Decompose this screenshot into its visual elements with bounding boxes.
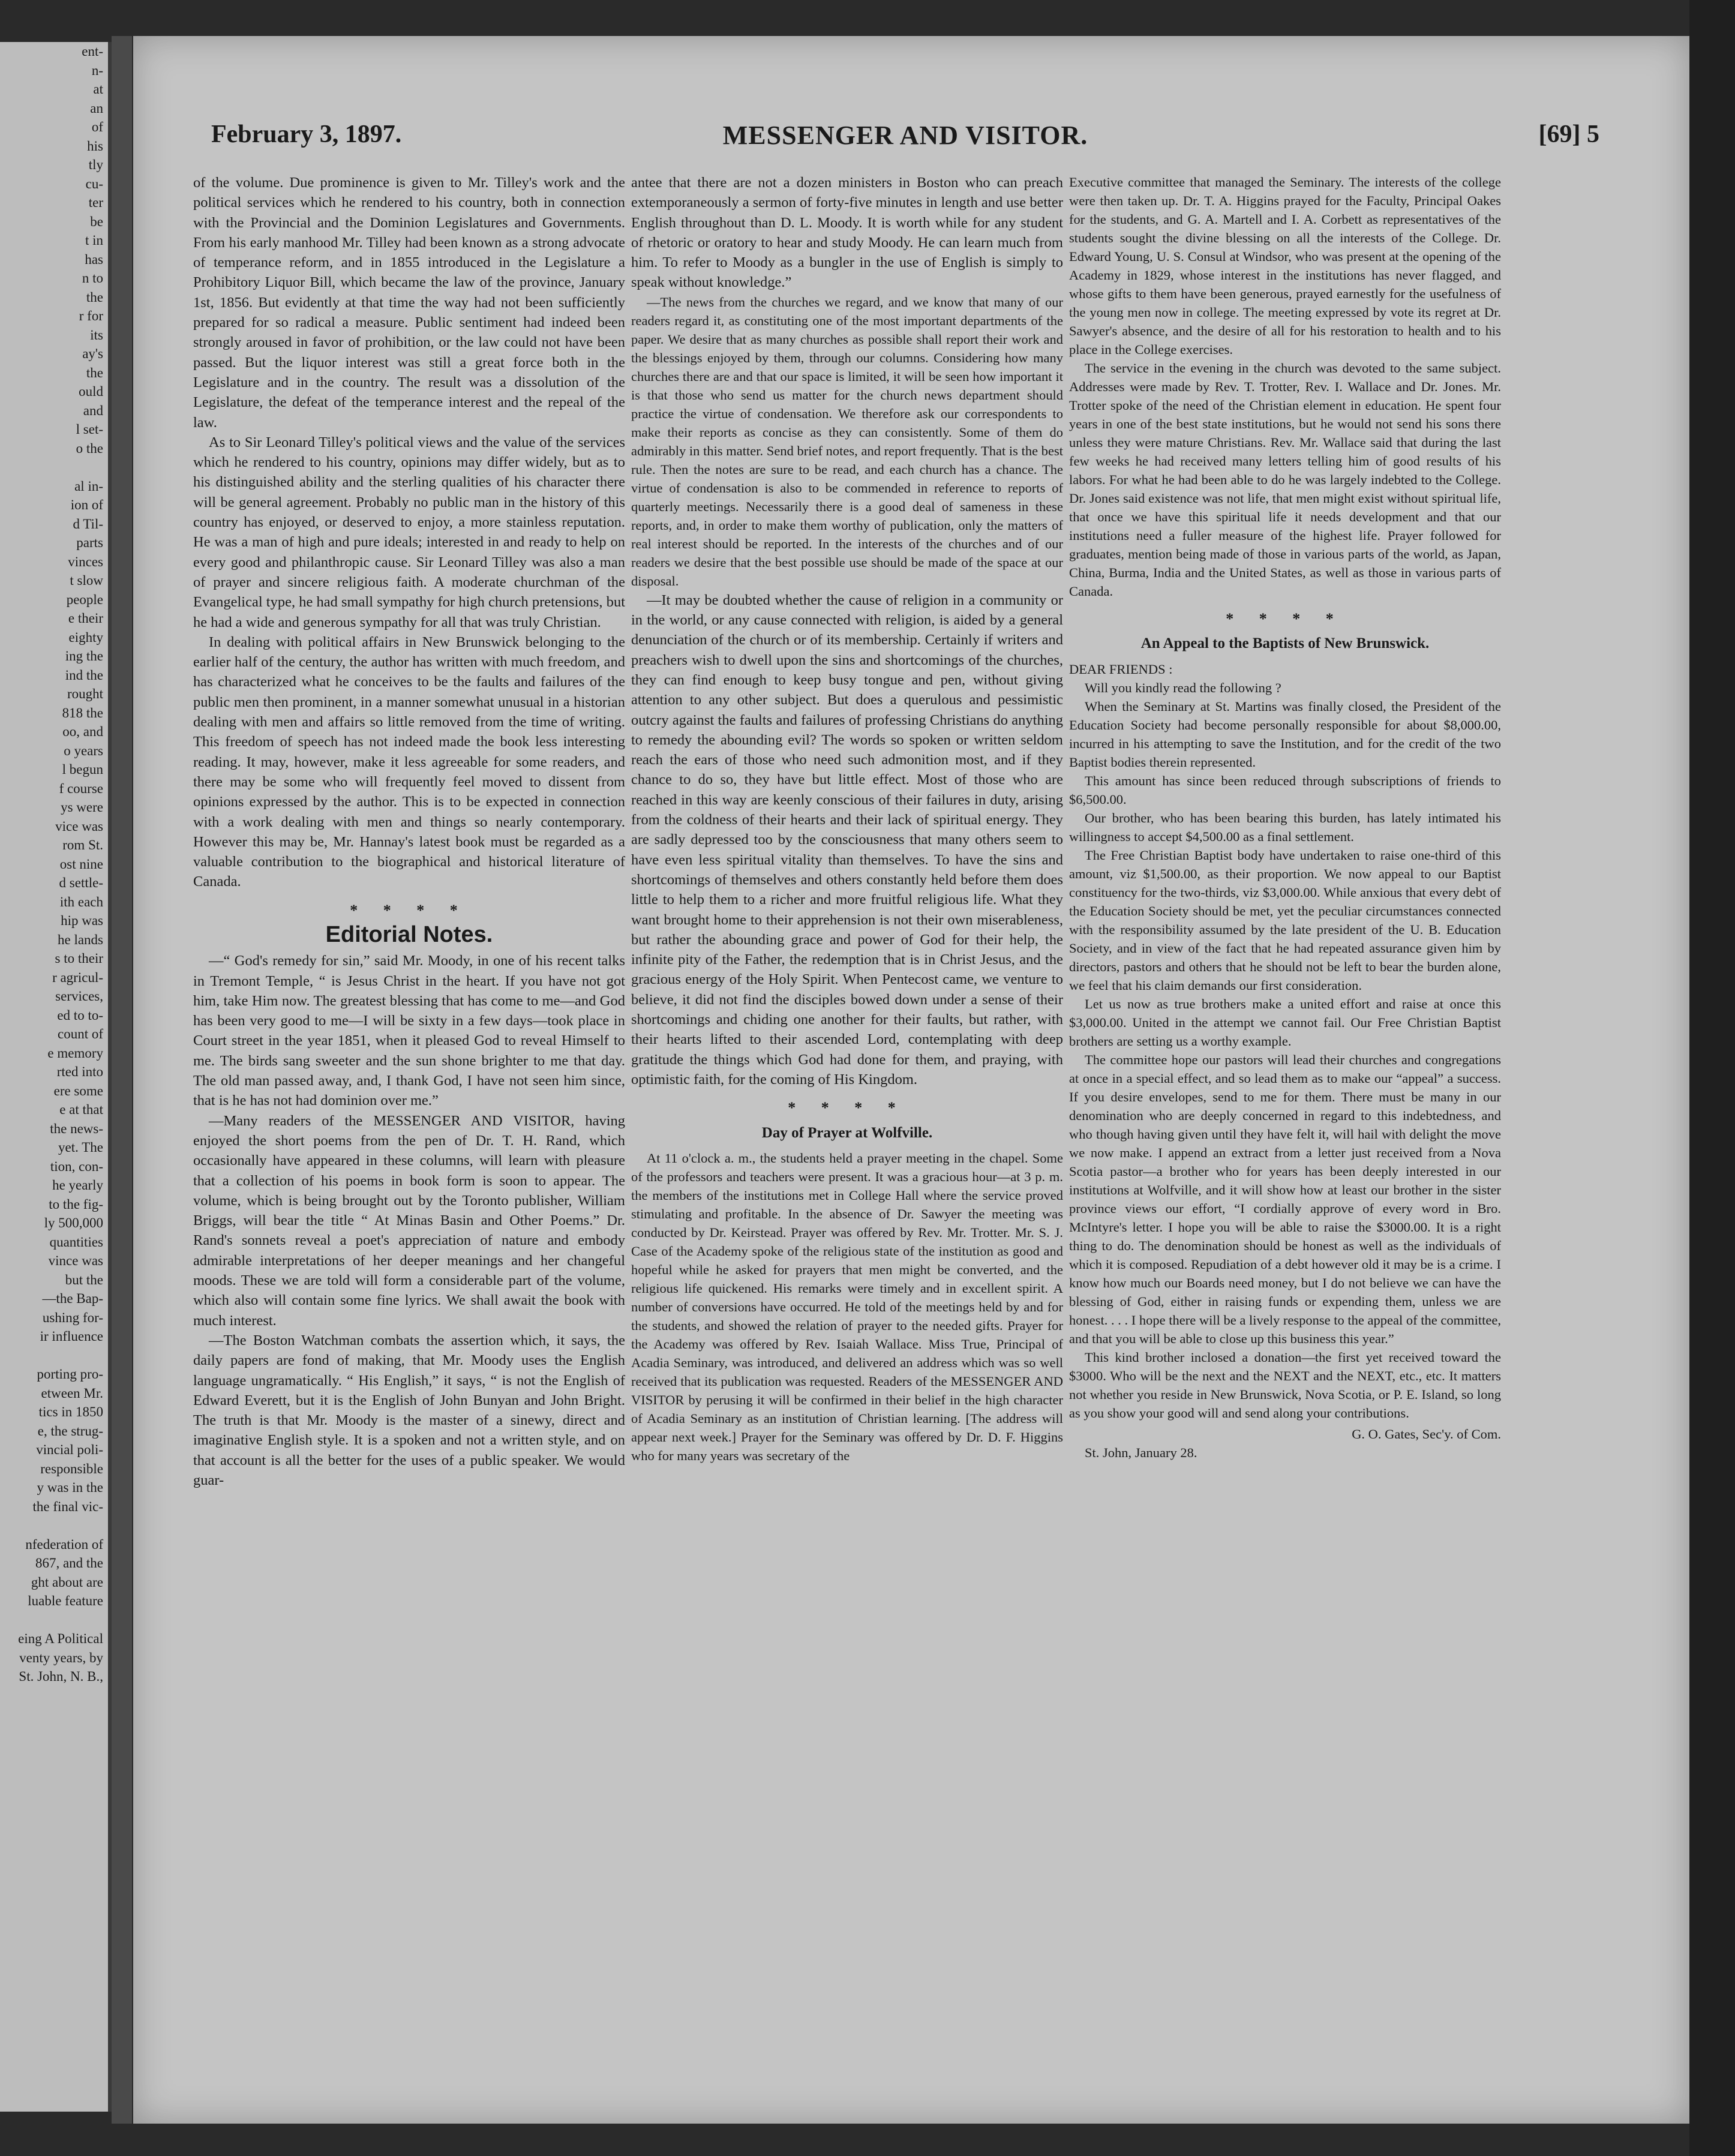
fragment-line <box>0 1516 108 1535</box>
article-paragraph: —Many readers of the MESSENGER AND VISITOR, having enjoyed the short poems from the pen of Dr. T. H. Rand, which occasionally have appeared in these columns, will learn with pleasure that a collection of his poems in book form is soon to appear. The volume, which is being brought out by the Toronto publisher, William Briggs, will bear the title “ At Minas Basin and Other Poems.” Dr. Rand's sonnets reveal a poet's appreciation of nature and embody admirable interpretations of her deeper meanings and her changeful moods. These we are told will form a considerable part of the volume, which also will contain some fine lyrics. We shall await the book with much interest. <box>193 1112 625 1329</box>
fragment-line: l begun <box>62 762 103 777</box>
section-divider-stars: * * * * <box>1226 610 1344 627</box>
fragment-line: people <box>66 591 103 607</box>
article-paragraph: The committee hope our pastors will lead their churches and congregations at once in a special effect, and so lead them as to make our “appeal” a success. If you desire envelopes, send to me for them. There must be many in our denomination who are deeply concerned in regard to this indebtedness, and who though having given until they have felt it, will hail with delight the move we now make. I append an extract from a letter just received from a Nova Scotia pastor—a brother who for years has been deeply interested in our institutions at Wolfville, and it will show how at least our brother in the sister province views our effort, “I cordially approve of every word in Bro. McIntyre's letter. I hope you will be able to raise the $3000.00. It is a right thing to do. The denomination should be honest as well as the individuals of which it is composed. Repudiation of a debt however old it may be is a crime. I know how much our Boards need money, but I do not believe we can have the blessing of God, either in raising funds or expending them, unless we are honest. . . . I hope there will be a lively response to the appeal of the committee, and that you will be able to close up this business this year.” <box>1069 1052 1501 1346</box>
page-gutter <box>112 36 132 2124</box>
adjacent-page-fragment <box>0 42 112 2112</box>
fragment-line: ly 500,000 <box>44 1215 103 1230</box>
fragment-line: etween Mr. <box>41 1385 103 1401</box>
fragment-line: e memory <box>47 1045 103 1061</box>
fragment-line: has <box>85 251 103 267</box>
section-divider-stars: * * * * <box>788 1099 906 1117</box>
fragment-line: e their <box>68 611 103 626</box>
fragment-line: o years <box>64 743 103 758</box>
fragment-line: of <box>91 119 103 134</box>
fragment-line: services, <box>55 989 103 1004</box>
scan-border <box>1689 0 1735 2156</box>
newspaper-page <box>133 36 1689 2124</box>
fragment-line: his <box>87 138 103 154</box>
fragment-line <box>0 1346 108 1365</box>
article-paragraph: When the Seminary at St. Martins was finally closed, the President of the Education Society had become personally responsible for about $8,000.00, incurred in his attempting to save the Institution, and for the credit of the two Baptist bodies therein represented. <box>1069 698 1501 770</box>
fragment-line: and <box>83 403 103 418</box>
fragment-line: vice was <box>55 818 103 834</box>
fragment-line: e at that <box>59 1102 103 1117</box>
fragment-line: hip was <box>61 913 103 928</box>
fragment-line: rom St. <box>62 837 103 852</box>
fragment-line: ion of <box>70 497 103 512</box>
fragment-line: count of <box>57 1026 103 1041</box>
fragment-line: s to their <box>55 951 103 966</box>
fragment-line: rought <box>67 686 103 701</box>
fragment-line <box>0 458 108 477</box>
fragment-line: ushing for- <box>42 1310 103 1325</box>
fragment-line: St. John, N. B., <box>19 1669 103 1684</box>
fragment-line: e, the strug- <box>37 1423 103 1439</box>
fragment-line: ys were <box>61 800 103 815</box>
fragment-line: ay's <box>82 346 103 361</box>
article-paragraph: This amount has since been reduced through subscriptions of friends to $6,500.00. <box>1069 773 1501 807</box>
place-date: St. John, January 28. <box>1085 1445 1197 1460</box>
article-paragraph: This kind brother inclosed a donation—the first yet received toward the $3000. Who will be the next and the NEXT and the NEXT, etc., etc. It matters not whether you reside in New Brunswick, Nova Scotia, or P. E. Island, so long as you show your good will and send along your contributions. <box>1069 1349 1501 1421</box>
fragment-line: he lands <box>57 932 103 947</box>
article-paragraph: of the volume. Due prominence is given to Mr. Tilley's work and the political services which he rendered to his country, both in connection with the Provincial and the Dominion Legislatures and Governments. From his early manhood Mr. Tilley had been known as a strong advocate of temperance reform, and in 1855 introduced in the Legislature a Prohibitory Liquor Bill, which became the law of the province, January 1st, 1856. But evidently at that time the way had not been sufficiently prepared for so radical a measure. Public sentiment had indeed been strongly aroused in favor of prohibition, or the law could not have been passed. But the liquor interest was still a great force both in the Legislature and in the country. The result was a dissolution of the Legislature, the defeat of the temperance interest and the repeal of the law. <box>193 175 625 431</box>
article-paragraph: Let us now as true brothers make a united effort and raise at once this $3,000.00. United in the attempt we cannot fail. Our Free Christian Baptist brothers are setting us a worthy example. <box>1069 996 1501 1049</box>
fragment-line: its <box>90 327 103 343</box>
fragment-line: luable feature <box>28 1593 103 1608</box>
fragment-line: yet. The <box>58 1140 103 1155</box>
fragment-line: ing the <box>65 648 103 663</box>
fragment-line: responsible <box>40 1461 103 1476</box>
fragment-line: nfederation of <box>25 1536 103 1552</box>
fragment-line: he yearly <box>52 1178 103 1193</box>
fragment-line: al in- <box>74 478 103 494</box>
fragment-line: o the <box>76 440 103 456</box>
fragment-line: 818 the <box>62 705 103 720</box>
fragment-line: n to <box>82 271 103 286</box>
column-3 <box>1069 173 1501 1462</box>
fragment-line: 867, and the <box>35 1556 103 1571</box>
column-1 <box>193 173 625 1490</box>
fragment-line: eing A Political <box>18 1631 103 1646</box>
fragment-line: ter <box>88 195 103 210</box>
fragment-line: ere some <box>53 1083 103 1098</box>
article-paragraph: At 11 o'clock a. m., the students held a prayer meeting in the chapel. Some of the professors and teachers were present. It was a gracious hour—at 3 p. m. the members of the institutions met in College Hall where the service proved stimulating and profitable. In the absence of Dr. Sawyer the meeting was conducted by Dr. Keirstead. Prayer was offered by Rev. Mr. Trotter. Mr. S. J. Case of the Academy spoke of the religious state of the institution as good and hopeful while he asked for prayers that men might be converted, and the religious life quickened. His remarks were timely and in excellent spirit. A number of conversions have occurred. He told of the meetings held by and for the students, and showed the relation of prayer to the needed gifts. Prayer for the Academy was offered by Rev. Isaiah Wallace. Miss True, Principal of Acadia Seminary, was introduced, and delivered an address which was so well received that its publication was requested. Readers of the MESSENGER AND VISITOR by perusing it will be confirmed in their belief in the high character of Acadia Seminary as an institution of Christian learning. [The address will appear next week.] Prayer for the Seminary was offered by Dr. D. F. Higgins who for many years was secretary of the <box>631 1150 1063 1463</box>
signature: G. O. Gates, Sec'y. of Com. <box>1352 1426 1501 1442</box>
issue-date: February 3, 1897. <box>211 121 402 148</box>
fragment-line: y was in the <box>37 1480 103 1495</box>
fragment-line: parts <box>76 535 103 550</box>
page-number: [69] 5 <box>1538 121 1599 148</box>
fragment-line: f course <box>59 780 103 796</box>
article-paragraph: —It may be doubted whether the cause of religion in a community or in the world, or any cause connected with religion, is aided by a general denunciation of the church or of its membership. Certainly if writers and preachers wish to dwell upon the sins and shortcomings of the churches, they can find enough to keep busy tongue and pen, without giving attention to any other subject. But does a querulous and pessimistic outcry against the faults and failures of professing Christians do anything to remedy the abounding evil? The words so spoken or written seldom reach the ears of those who need such admonition most, and if they chance to do so, they have but little effect. Most of those who are reached in this way are keenly conscious of their failures in duty, arising from the coldness of their hearts and their lack of spiritual energy. They are sadly depressed too by the consciousness that many others seem to have even less spiritual vitality than themselves. To have the sins and shortcomings of themselves and others constantly held before them does little to help them to a richer and more fruitful religious life. What they want brought home to their apprehension is not their own miserableness, but rather the abounding grace and power of God for their help, the infinite pity of the Father, the redemption that is in Christ Jesus, and the gracious energy of the Holy Spirit. When Pentecost came, we venture to believe, it did not find the disciples bowed down under a sense of their shortcomings and chiding one another for their faults, but rather, with their hearts lifted to their ascended Lord, contemplating with deep gratitude the things which God had done for them, and praying, with optimistic faith, for the coming of His Kingdom. <box>631 591 1063 1088</box>
fragment-line: to the fig- <box>49 1196 103 1212</box>
article-paragraph: In dealing with political affairs in New Brunswick belonging to the earlier half of the century, the author has written with much freedom, and has characterized what he conceives to be the faults and failures of the public men then prominent, in a manner somewhat unusual in a historian dealing with men and affairs so little removed from the time of writing. This freedom of speech has not indeed made the book less interesting reading. It may, however, make it less agreeable for some readers, and there may be some who will frequently feel moved to dissent from opinions expressed by the author. This is to be expected in connection with a work dealing with men and things so nearly contemporary. However this may be, Mr. Hannay's latest book must be regarded as a valuable contribution to the biographical and historical literature of Canada. <box>193 633 625 890</box>
fragment-line: d settle- <box>59 875 103 890</box>
fragment-line: ir influence <box>40 1329 103 1344</box>
fragment-line: l set- <box>76 422 103 437</box>
section-heading: Day of Prayer at Wolfville. <box>761 1124 933 1141</box>
section-divider-stars: * * * * <box>350 901 469 919</box>
article-paragraph: —“ God's remedy for sin,” said Mr. Moody, in one of his recent talks in Tremont Temple, “ is Jesus Christ in the heart. If you have not got him, take Him now. The greatest blessing that has come to me—and God has been very good to me—I will be sixty in a few days—took place in Court street in the year 1851, when it pleased God to reveal Himself to me. The birds sang sweeter and the sun shone brighter to me that day. The old man passed away, and, I thank God, I have not seen him since, that is he has not had dominion over me.” <box>193 953 625 1109</box>
fragment-line: r agricul- <box>52 969 103 985</box>
fragment-line: but the <box>65 1272 103 1287</box>
fragment-line: cu- <box>85 176 103 191</box>
article-paragraph: The Free Christian Baptist body have undertaken to raise one-third of this amount, viz $1,500.00, as their proportion. We now appeal to our Baptist constituency for the two-thirds, viz $3,000.00. While anxious that every debt of the Education Society should be met, yet the peculiar circumstances connected with the responsibility assumed by the late president of the U. B. Education Society, and in view of the fact that he had repeated assurance given him by directors, pastors and others that he should not be left to bear the burden alone, we feel that his claim demands our first consideration. <box>1069 847 1501 993</box>
fragment-line: at <box>93 82 103 97</box>
article-paragraph: The service in the evening in the church was devoted to the same subject. Addresses were made by Rev. T. Trotter, Rev. I. Wallace and Dr. Jones. Mr. Trotter spoke of the need of the Christian element in education. He spent four years in one of the best state institutions, but he would not send his sons there unless they were mature Christians. Rev. Mr. Wallace said that during the last few weeks he had received many letters telling him of good results of his labors. For what he had been able to do he was largely indebted to the College. Dr. Jones said existence was not life, that men might exist without spiritual life, that once we have this spiritual life it needs development and that our institutions need a fuller measure of the highest life. Prayer followed for graduates, mention being made of those in various parts of the world, as Japan, China, Burma, India and the United States, as well as those in various parts of Canada. <box>1069 361 1501 599</box>
article-paragraph: As to Sir Leonard Tilley's political views and the value of the services which he rendered to his country, opinions may differ widely, but as to his distinguished ability and the sterling qualities of his character there will be general agreement. Probably no public man in the history of this country has enjoyed, or deserved to enjoy, a more stainless reputation. He was a man of high and pure ideals; interested in and ready to help on every good and philanthropic cause. Sir Leonard Tilley was also a man of prayer and sincere religious faith. A moderate churchman of the Evangelical type, he had small sympathy for high church pretensions, but he had a wide and generous sympathy for all that was truly Christian. <box>193 434 625 630</box>
fragment-line: tion, con- <box>50 1158 103 1174</box>
fragment-line: oo, and <box>62 724 103 739</box>
fragment-line: venty years, by <box>19 1650 103 1665</box>
fragment-line: porting pro- <box>37 1367 103 1382</box>
fragment-line: rted into <box>56 1064 103 1079</box>
fragment-line: t in <box>85 233 103 248</box>
fragment-line <box>0 1611 108 1630</box>
section-heading: Editorial Notes. <box>325 921 493 947</box>
column-2 <box>631 173 1063 1465</box>
fragment-line: the final vic- <box>32 1499 103 1514</box>
article-paragraph: —The Boston Watchman combats the assertion which, it says, the daily papers are fond of making, that Mr. Moody uses the English language ungramatically. “ His English,” it says, “ is not the English of Edward Everett, but it is the English of John Bunyan and John Bright. The truth is that Mr. Moody is the master of a sinewy, direct and imaginative English style. It is a spoken and not a written style, and on that account is all the better for the uses of a public speaker. We would guar- <box>193 1332 625 1488</box>
fragment-line: ght about are <box>31 1574 103 1590</box>
fragment-line: be <box>90 214 103 229</box>
masthead: MESSENGER AND VISITOR. <box>722 121 1088 150</box>
fragment-line: the <box>86 289 103 305</box>
fragment-line: ed to to- <box>57 1007 103 1023</box>
fragment-line: the <box>86 365 103 380</box>
article-paragraph: Our brother, who has been bearing this burden, has lately intimated his willingness to accept $4,500.00 as a final settlement. <box>1069 810 1501 844</box>
fragment-line: vincial poli- <box>36 1442 103 1457</box>
fragment-line: d Til- <box>73 516 103 532</box>
fragment-line: tly <box>88 157 103 172</box>
article-paragraph: antee that there are not a dozen ministers in Boston who can preach extemporaneously a sermon of forty-five minutes in length and use better English throughout than D. L. Moody. It is worth while for any student of rhetoric or oratory to hear and study Moody. He can learn much from him. To refer to Moody as a bungler in the use of English is simply to speak without knowledge.” <box>631 175 1063 291</box>
fragment-line: the news- <box>50 1121 103 1136</box>
fragment-line: ent- <box>82 44 103 59</box>
fragment-line: n- <box>91 62 103 78</box>
article-paragraph: Will you kindly read the following ? <box>1085 680 1281 695</box>
fragment-line: an <box>90 100 103 116</box>
fragment-line: ith each <box>59 894 103 909</box>
section-heading: An Appeal to the Baptists of New Brunswick. <box>1140 635 1430 652</box>
fragment-line: ould <box>79 384 103 399</box>
fragment-line: tics in 1850 <box>38 1404 103 1419</box>
fragment-line: vince was <box>48 1253 103 1268</box>
fragment-line: eighty <box>68 629 103 645</box>
fragment-line: ost nine <box>59 856 103 872</box>
fragment-line: t slow <box>70 573 103 588</box>
fragment-line: vinces <box>68 554 103 569</box>
article-paragraph: —The news from the churches we regard, and we know that many of our readers regard it, as constituting one of the most important departments of the paper. We desire that as many churches as possible shall report their work and the blessings enjoyed by them, through our columns. Considering how many churches there are and that our space is limited, it will be seen how important it is that those who send us matter for the church news department should practice the virtue of condensation. We therefore ask our correspondents to make their reports as concise as they can consistently. Some of them do admirably in this matter. Send brief notes, and report frequently. That is the best rule. Then the notes are sure to be read, and each church has a chance. The virtue of condensation is also to be commended in reference to reports of quarterly meetings. Necessarily there is a good deal of sameness in these reports, and, in order to make them worthy of publication, only the matters of real interest should be reported. In the interests of the churches and of our readers we desire that the best possible use should be made of the space at our disposal. <box>631 294 1063 588</box>
article-paragraph: Executive committee that managed the Seminary. The interests of the college were then taken up. Dr. T. A. Higgins prayed for the Faculty, Principal Oakes for the students, and G. A. Martell and I. A. Corbett as representatives of the students sought the divine blessing on all the interests of the College. Dr. Edward Young, U. S. Consul at Windsor, who was present at the opening of the Academy in 1829, whose interest in the institutions has never flagged, and whose gifts to them have been generous, prayed earnestly for the usefulness of the young men now in college. The meeting expressed by vote its regret at Dr. Sawyer's absence, and the desire of all for his restoration to health and to his place in the College exercises. <box>1069 175 1501 357</box>
salutation: DEAR FRIENDS : <box>1069 661 1173 677</box>
fragment-line: quantities <box>49 1234 103 1250</box>
fragment-line: ind the <box>65 667 103 683</box>
page-header <box>211 120 1599 162</box>
fragment-line: r for <box>79 308 103 323</box>
fragment-line: —the Bap- <box>42 1291 103 1306</box>
